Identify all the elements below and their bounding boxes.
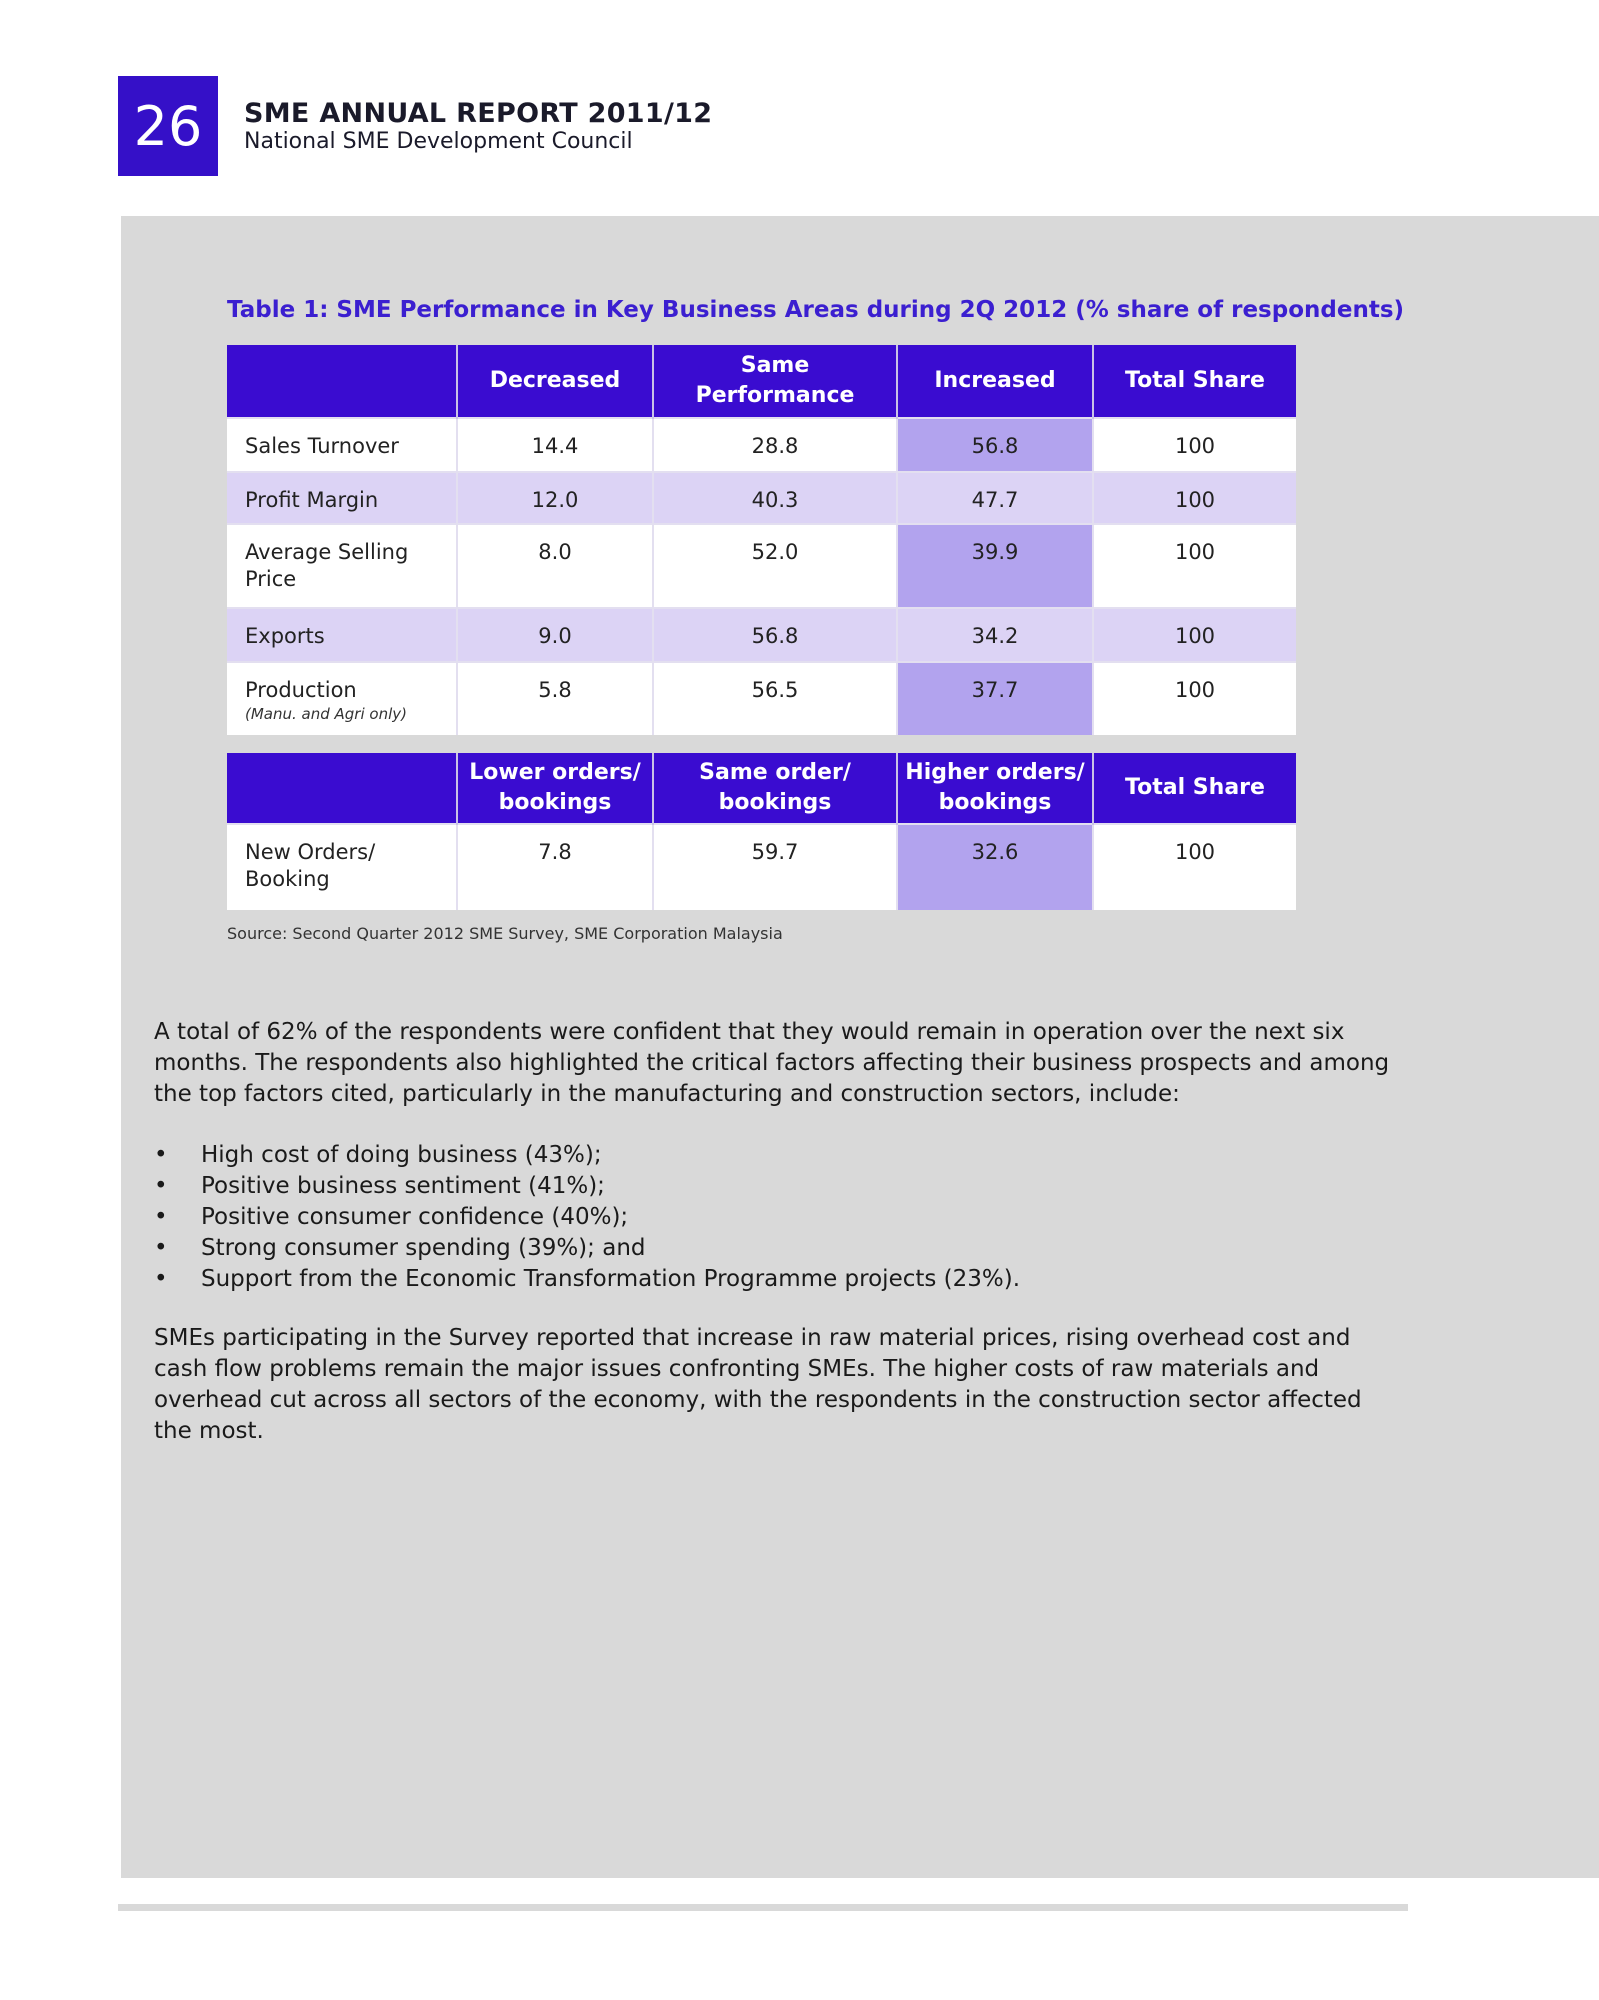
bullet-icon: • <box>154 1235 168 1261</box>
bullet-icon: • <box>154 1204 168 1230</box>
footer-divider <box>118 1904 1408 1911</box>
header-cell: Same Performance <box>653 345 897 418</box>
header-cell: Lower orders/ bookings <box>457 753 653 824</box>
table-cell: 100 <box>1093 824 1296 910</box>
table-row <box>227 608 1296 662</box>
orders-table <box>227 753 1296 910</box>
body-paragraph-1: A total of 62% of the respondents were confident that they would remain in operation over the next six months. The respondents also highlighted the critical factors affecting their business prospects and among the top factors cited, particularly in the manufacturing and construction sectors, include: <box>154 1019 1390 1107</box>
table-cell: 28.8 <box>653 418 897 472</box>
list-item <box>154 1233 1394 1264</box>
table-header-row <box>227 345 1296 418</box>
list-item-text: Strong consumer spending (39%); and <box>201 1235 646 1261</box>
header-cell: Decreased <box>457 345 653 418</box>
header-cell: Total Share <box>1093 753 1296 824</box>
bullet-icon: • <box>154 1142 168 1168</box>
row-label-text: Production <box>245 678 357 702</box>
list-item-text: Support from the Economic Transformation Programme projects (23%). <box>201 1266 1021 1292</box>
row-label: Average Selling Price <box>227 524 457 608</box>
table-cell: 100 <box>1093 608 1296 662</box>
table-cell: 100 <box>1093 418 1296 472</box>
table-cell: 9.0 <box>457 608 653 662</box>
report-title: SME ANNUAL REPORT 2011/12 <box>244 98 713 129</box>
table-header-row <box>227 753 1296 824</box>
page-number: 26 <box>118 76 218 176</box>
bullet-icon: • <box>154 1173 168 1199</box>
list-item <box>154 1202 1394 1233</box>
header-cell: Higher orders/ bookings <box>897 753 1093 824</box>
row-label: Sales Turnover <box>227 418 457 472</box>
table-row <box>227 524 1296 608</box>
table-cell: 37.7 <box>897 662 1093 735</box>
table-cell: 32.6 <box>897 824 1093 910</box>
table-cell: 34.2 <box>897 608 1093 662</box>
table-row <box>227 662 1296 735</box>
table-row <box>227 824 1296 910</box>
list-item <box>154 1140 1394 1171</box>
table-cell: 14.4 <box>457 418 653 472</box>
table-cell: 7.8 <box>457 824 653 910</box>
table-cell: 40.3 <box>653 472 897 524</box>
table-title: Table 1: SME Performance in Key Business Areas during 2Q 2012 (% share of respondents) <box>227 297 1405 323</box>
table-cell: 5.8 <box>457 662 653 735</box>
table-cell: 100 <box>1093 662 1296 735</box>
table-cell: 56.8 <box>653 608 897 662</box>
bullet-icon: • <box>154 1266 168 1292</box>
table-cell: 100 <box>1093 524 1296 608</box>
table-cell: 100 <box>1093 472 1296 524</box>
header-cell: Same order/ bookings <box>653 753 897 824</box>
row-label: Exports <box>227 608 457 662</box>
list-item <box>154 1171 1394 1202</box>
table-cell: 56.8 <box>897 418 1093 472</box>
table-source: Source: Second Quarter 2012 SME Survey, SME Corporation Malaysia <box>227 924 783 943</box>
table-row <box>227 418 1296 472</box>
list-item <box>154 1264 1394 1295</box>
body-paragraph-2: SMEs participating in the Survey reported that increase in raw material prices, rising overhead cost and cash flow problems remain the major issues confronting SMEs. The higher costs of raw materials and overhead cut across all sectors of the economy, with the respondents in the construction sector affected the most. <box>154 1325 1362 1444</box>
performance-table <box>227 345 1296 735</box>
header-cell <box>227 753 457 824</box>
table-cell: 47.7 <box>897 472 1093 524</box>
row-label: Profit Margin <box>227 472 457 524</box>
row-label <box>227 662 457 735</box>
row-label-note: (Manu. and Agri only) <box>245 705 407 723</box>
table-cell: 52.0 <box>653 524 897 608</box>
factor-list <box>154 1140 1394 1295</box>
row-label: New Orders/ Booking <box>227 824 457 910</box>
list-item-text: Positive consumer confidence (40%); <box>201 1204 629 1230</box>
table-cell: 8.0 <box>457 524 653 608</box>
table-cell: 12.0 <box>457 472 653 524</box>
table-cell: 39.9 <box>897 524 1093 608</box>
list-item-text: High cost of doing business (43%); <box>201 1142 602 1168</box>
table-cell: 59.7 <box>653 824 897 910</box>
header-cell: Total Share <box>1093 345 1296 418</box>
header-cell: Increased <box>897 345 1093 418</box>
table-row <box>227 472 1296 524</box>
table-cell: 56.5 <box>653 662 897 735</box>
header-cell <box>227 345 457 418</box>
list-item-text: Positive business sentiment (41%); <box>201 1173 605 1199</box>
report-subtitle: National SME Development Council <box>244 129 633 154</box>
